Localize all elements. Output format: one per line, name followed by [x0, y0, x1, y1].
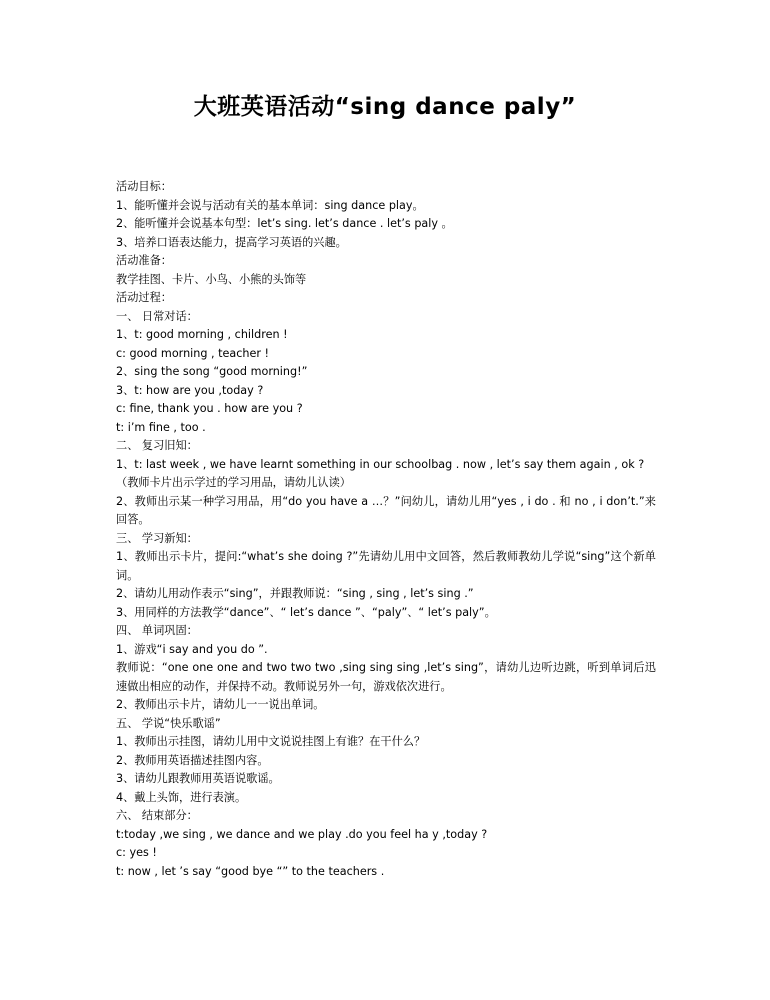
text-line: c: yes ! [116, 846, 157, 859]
section-heading: 三、 学习新知： [116, 531, 198, 545]
text-line: t: now , let ’s say “good bye “” to the teachers . [116, 864, 385, 878]
text-line: 1、能听懂并会说与活动有关的基本单词：sing dance play。 [116, 198, 424, 212]
text-line: 2、请幼儿用动作表示“sing”，并跟教师说：“sing , sing , let’s sing .” [116, 587, 474, 600]
text-line: 4、戴上头饰，进行表演。 [116, 790, 247, 804]
text-line: 2、教师出示卡片，请幼儿一一说出单词。 [116, 698, 325, 711]
text-line: 2、能听懂并会说基本句型：let’s sing. let’s dance . let’s paly 。 [116, 217, 453, 230]
text-paragraph: 1、t: last week , we have learnt something in our schoolbag . now , let’s say them again , ok ? [116, 457, 645, 471]
text-line: t: i’m fine , too . [116, 420, 206, 434]
text-paragraph: 1、教师出示卡片，提问:“what’s she doing ?”先请幼儿用中文回答，然后教师教幼儿学说“sing”这个新单词。 [116, 550, 656, 582]
text-line: 1、游戏“i say and you do ”. [116, 642, 268, 656]
text-line: 活动目标： [116, 180, 172, 193]
text-line: 活动过程： [116, 291, 172, 304]
text-paragraph: 2、教师出示某一种学习用品，用“do you have a …？”问幼儿，请幼儿用“yes , i do . 和 no , i don’t.”来回答。 [116, 494, 656, 526]
text-paragraph: 教师说：“one one one and two two two ,sing sing sing ,let’s sing”，请幼儿边听边跳，听到单词后迅速做出相应的动作，并保持不动。教师说另外一句，游戏依次进行。 [116, 661, 656, 693]
section-heading: 五、 学说“快乐歌谣” [116, 716, 221, 730]
text-line: 1、t: good morning , children ! [116, 328, 288, 341]
document-body [116, 178, 656, 881]
section-heading: 一、 日常对话： [116, 309, 198, 323]
text-line: 3、培养口语表达能力，提高学习英语的兴趣。 [116, 235, 347, 249]
section-heading: 四、 单词巩固： [116, 624, 198, 637]
text-line: 教学挂图、卡片、小鸟、小熊的头饰等 [116, 272, 307, 286]
text-line: 1、教师出示挂图，请幼儿用中文说说挂图上有谁？在干什么？ [116, 735, 426, 748]
section-heading: 二、 复习旧知： [116, 439, 198, 452]
text-line: 3、请幼儿跟教师用英语说歌谣。 [116, 772, 280, 785]
text-line: 2、sing the song “good morning!” [116, 365, 308, 378]
text-line: 3、用同样的方法教学“dance”、“ let’s dance ”、“paly”、“ let’s paly”。 [116, 605, 496, 619]
text-line: c: fine, thank you . how are you ? [116, 402, 303, 415]
text-line: c: good morning , teacher ! [116, 346, 270, 360]
text-line: 活动准备： [116, 254, 172, 267]
text-line: 2、教师用英语描述挂图内容。 [116, 753, 269, 767]
text-line: t:today ,we sing , we dance and we play .do you feel ha y ,today ? [116, 827, 488, 841]
page-title: 大班英语活动“sing dance paly” [193, 94, 577, 120]
text-line: 3、t: how are you ,today ? [116, 383, 264, 397]
section-heading: 六、 结束部分： [116, 809, 198, 822]
text-line: （教师卡片出示学过的学习用品，请幼儿认读） [116, 476, 351, 489]
